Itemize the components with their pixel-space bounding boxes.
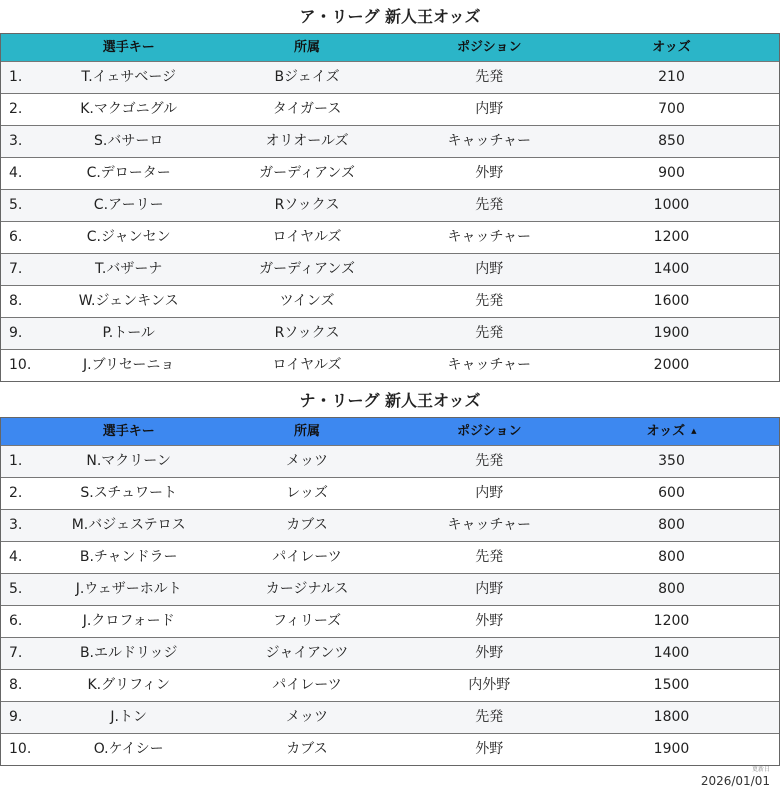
odds-cell: 1900 [653,325,690,341]
rank-cell: 5. [9,197,23,213]
rank-cell: 7. [9,261,23,277]
table-row [1,285,779,317]
odds-cell: 1200 [653,229,690,245]
rank-cell: 5. [9,581,23,597]
table-row [1,541,779,573]
table-row [1,573,779,605]
rank-header [1,418,58,445]
team-cell: メッツ [286,709,329,725]
column-header-label: 所属 [294,40,321,55]
team-cell: Rソックス [274,325,340,341]
team-cell: パイレーツ [272,677,342,693]
player-cell: W.ジェンキンス [78,293,179,309]
team-cell: ガーディアンズ [259,261,355,277]
table-row [1,253,779,285]
position-cell: キャッチャー [447,357,532,373]
table-row [1,61,779,93]
odds-cell: 1400 [653,645,690,661]
rank-cell: 10. [9,741,32,757]
updated-date: 2026/01/01 [700,774,770,788]
position-cell: 先発 [475,709,504,725]
team-cell: オリオールズ [265,133,349,149]
table-row [1,157,779,189]
table-row [1,637,779,669]
position-cell: 先発 [475,293,504,309]
odds-cell: 900 [658,165,685,181]
team-cell: カージナルス [265,581,349,597]
team-cell: ロイヤルズ [272,229,342,245]
team-cell: カブス [286,517,328,533]
position-cell: 外野 [475,741,504,757]
odds-cell: 210 [658,69,685,85]
team-cell: メッツ [286,453,329,469]
table-row [1,317,779,349]
team-cell: レッズ [286,485,328,501]
team-cell: ジャイアンツ [265,645,349,661]
nl-table-body [1,445,779,765]
nl-odds-table [0,417,780,766]
position-cell: 内外野 [468,677,511,693]
table-row [1,669,779,701]
player-cell: C.アーリー [93,197,164,213]
rank-cell: 9. [9,325,23,341]
player-cell: K.グリフィン [87,677,170,693]
odds-cell: 700 [658,101,685,117]
table-row [1,733,779,765]
table-row [1,509,779,541]
table-row [1,605,779,637]
team-cell: カブス [286,741,328,757]
footer [0,766,780,788]
column-header-label: 選手キー [102,424,155,439]
table-row [1,445,779,477]
player-cell: O.ケイシー [93,741,164,757]
player-cell: P.トール [102,325,155,341]
rank-header [1,34,58,61]
player-cell: J.トン [110,709,147,725]
odds-cell: 350 [658,453,685,469]
table-row [1,189,779,221]
column-header-label: ポジション [457,40,522,55]
rank-cell: 8. [9,677,23,693]
position-cell: キャッチャー [447,229,532,245]
sort-ascending-icon[interactable]: ▲ [691,427,697,435]
column-header-position[interactable] [415,34,565,61]
column-header-team[interactable] [200,418,415,445]
column-header-label: オッズ [646,424,686,439]
al-odds-table [0,33,780,382]
odds-cell: 600 [658,485,685,501]
al-table-body [1,61,779,381]
player-cell: N.マクリーン [86,453,172,469]
table-row [1,125,779,157]
player-cell: B.エルドリッジ [79,645,178,661]
nl-table-header [1,418,779,445]
player-cell: B.チャンドラー [79,549,178,565]
team-cell: パイレーツ [272,549,342,565]
table-row [1,221,779,253]
nl-section [0,384,780,766]
player-cell: T.バザーナ [95,261,163,277]
odds-cell: 1200 [653,613,690,629]
player-cell: J.ウェザーホルト [75,581,182,597]
odds-cell: 1600 [653,293,690,309]
position-cell: 先発 [475,549,504,565]
column-header-player[interactable] [58,34,200,61]
odds-cell: 2000 [653,357,690,373]
player-cell: K.マクゴニグル [80,101,178,117]
column-header-odds[interactable] [564,418,779,445]
nl-title: ナ・リーグ 新人王オッズ [299,391,481,410]
position-cell: 先発 [475,197,504,213]
team-cell: ツインズ [279,293,335,309]
al-section [0,0,780,382]
position-cell: 内野 [475,485,504,501]
position-cell: 内野 [475,101,504,117]
table-row [1,477,779,509]
player-cell: J.クロフォード [82,613,175,629]
column-header-team[interactable] [200,34,415,61]
column-header-label: 選手キー [102,40,155,55]
rank-cell: 10. [9,357,32,373]
rank-cell: 6. [9,229,23,245]
rank-cell: 3. [9,133,23,149]
rank-cell: 3. [9,517,23,533]
team-cell: ガーディアンズ [259,165,355,181]
player-cell: M.バジェステロス [71,517,186,533]
rank-cell: 7. [9,645,23,661]
column-header-label: ポジション [457,424,522,439]
rank-cell: 2. [9,101,23,117]
position-cell: 外野 [475,613,504,629]
rank-cell: 4. [9,165,23,181]
updated-label: 更新日 [751,766,770,773]
player-cell: S.バサーロ [94,133,164,149]
position-cell: 先発 [475,69,504,85]
odds-cell: 1000 [653,197,690,213]
odds-cell: 800 [658,549,685,565]
column-header-odds[interactable] [564,34,779,61]
rank-cell: 1. [9,69,23,85]
player-cell: C.デローター [86,165,171,181]
player-cell: S.スチュワート [80,485,178,501]
odds-cell: 1800 [653,709,690,725]
rank-cell: 2. [9,485,23,501]
al-title: ア・リーグ 新人王オッズ [299,7,481,26]
odds-cell: 850 [658,133,685,149]
player-cell: J.ブリセーニョ [83,357,175,373]
position-cell: キャッチャー [447,133,532,149]
column-header-player[interactable] [58,418,200,445]
team-cell: ロイヤルズ [272,357,342,373]
column-header-position[interactable] [415,418,565,445]
position-cell: キャッチャー [447,517,532,533]
odds-cell: 1900 [653,741,690,757]
position-cell: 先発 [475,325,504,341]
position-cell: 内野 [475,261,504,277]
odds-cell: 800 [658,517,685,533]
team-cell: フィリーズ [272,613,342,629]
team-cell: Bジェイズ [274,69,340,85]
odds-cell: 800 [658,581,685,597]
al-table-header [1,34,779,61]
column-header-label: オッズ [652,40,691,55]
table-row [1,93,779,125]
team-cell: タイガース [272,101,342,117]
position-cell: 外野 [475,645,504,661]
player-cell: C.ジャンセン [86,229,171,245]
rank-cell: 8. [9,293,23,309]
rank-cell: 6. [9,613,23,629]
position-cell: 内野 [475,581,504,597]
rank-cell: 4. [9,549,23,565]
odds-cell: 1400 [653,261,690,277]
table-row [1,349,779,381]
table-row [1,701,779,733]
odds-cell: 1500 [653,677,690,693]
team-cell: Rソックス [274,197,340,213]
rank-cell: 1. [9,453,23,469]
position-cell: 先発 [475,453,504,469]
column-header-label: 所属 [294,424,321,439]
player-cell: T.イェサベージ [81,69,177,85]
rank-cell: 9. [9,709,23,725]
position-cell: 外野 [475,165,504,181]
